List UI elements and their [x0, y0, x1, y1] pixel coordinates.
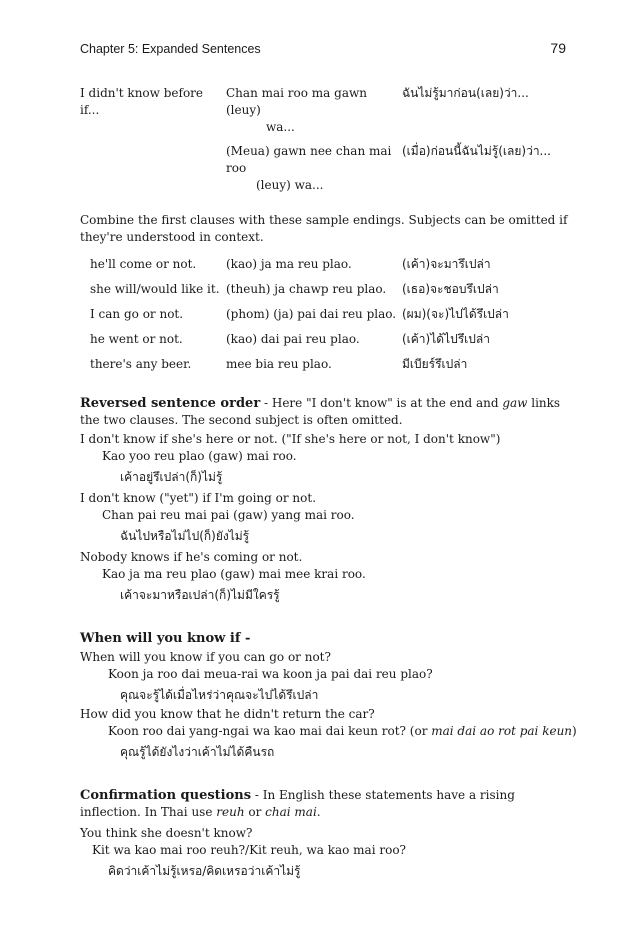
sample-english: I can go or not. [90, 307, 184, 321]
confirm-paragraph: Confirmation questions - In English these statements have a rising inflection. In Thai use reuh or chai mai. [80, 788, 515, 819]
combine-paragraph: Combine the first clauses with these sample endings. Subjects can be omitted if they're understood in context. [80, 213, 568, 244]
intro-thai-1: ฉันไม่รู้มาก่อน(เลย)ว่า... [402, 86, 529, 100]
sample-translit: mee bia reu plao. [226, 357, 332, 371]
sample-translit: (kao) ja ma reu plao. [226, 257, 352, 271]
confirm-example-en: You think she doesn't know? [80, 826, 253, 840]
sample-thai: มีเบียร์รึเปล่า [402, 357, 468, 371]
when-example-thai: คุณรู้ได้ยังไงว่าเค้าไม่ได้คืนรถ [120, 745, 275, 759]
confirm-heading: Confirmation questions [80, 788, 252, 803]
sample-row [80, 256, 568, 273]
sample-english: there's any beer. [90, 357, 192, 371]
when-example-en: When will you know if you can go or not? [80, 650, 331, 664]
sample-english: he went or not. [90, 332, 183, 346]
confirm-example-translit: Kit wa kao mai roo reuh?/Kit reuh, wa kao mai roo? [92, 843, 406, 857]
chapter-title: Chapter 5: Expanded Sentences [80, 42, 261, 56]
reversed-heading: Reversed sentence order [80, 396, 261, 411]
samples-list [80, 256, 568, 373]
sample-thai: (เค้า)จะมารึเปล่า [402, 257, 491, 271]
sample-thai: (ผม)(จะ)ไปได้รึเปล่า [402, 307, 509, 321]
confirm-example-thai: คิดว่าเค้าไม่รู้เหรอ/คิดเหรอว่าเค้าไม่รู้ [108, 864, 301, 878]
reversed-example-thai: เค้าอยู่รึเปล่า(ก็)ไม่รู้ [120, 470, 223, 484]
reversed-example-en: I don't know ("yet") if I'm going or not. [80, 491, 317, 505]
sample-row [80, 281, 568, 298]
sample-row [80, 356, 568, 373]
reversed-example-thai: เค้าจะมาหรือเปล่า(ก็)ไม่มีใครรู้ [120, 588, 280, 602]
when-example-en: How did you know that he didn't return the car? [80, 707, 375, 721]
page-header [80, 40, 566, 56]
page-number: 79 [550, 40, 566, 56]
intro-translit-2b: (leuy) wa... [256, 178, 324, 192]
when-example-translit: Koon roo dai yang-ngai wa kao mai dai keun rot? (or mai dai ao rot pai keun) [108, 724, 577, 738]
sample-translit: (kao) dai pai reu plao. [226, 332, 360, 346]
intro-english: I didn't know before if... [80, 86, 204, 117]
sample-row [80, 331, 568, 348]
reversed-example-en: Nobody knows if he's coming or not. [80, 550, 303, 564]
reversed-example-translit: Kao ja ma reu plao (gaw) mai mee krai roo. [102, 567, 366, 581]
intro-row-1 [80, 85, 568, 119]
sample-english: he'll come or not. [90, 257, 197, 271]
when-heading: When will you know if - [80, 631, 251, 646]
intro-thai-2: (เมื่อ)ก่อนนี้ฉันไม่รู้(เลย)ว่า... [402, 144, 551, 158]
intro-row-2 [80, 143, 568, 177]
reversed-example-thai: ฉันไปหรือไม่ไป(ก็)ยังไม่รู้ [120, 529, 250, 543]
sample-row [80, 306, 568, 323]
reversed-paragraph: Reversed sentence order - Here "I don't know" is at the end and gaw links the two clauses. The second subject is often omitted. [80, 396, 561, 427]
sample-thai: (เค้า)ได้ไปรึเปล่า [402, 332, 490, 346]
reversed-example-translit: Chan pai reu mai pai (gaw) yang mai roo. [102, 508, 355, 522]
sample-translit: (phom) (ja) pai dai reu plao. [226, 307, 397, 321]
sample-thai: (เธอ)จะชอบรึเปล่า [402, 282, 499, 296]
intro-translit-1b: wa... [266, 120, 295, 134]
sample-english: she will/would like it. [90, 282, 220, 296]
reversed-example-translit: Kao yoo reu plao (gaw) mai roo. [102, 449, 297, 463]
intro-translit-1: Chan mai roo ma gawn (leuy) [226, 86, 367, 117]
when-example-thai: คุณจะรู้ได้เมื่อไหร่ว่าคุณจะไปได้รึเปล่า [120, 688, 319, 702]
intro-translit-2: (Meua) gawn nee chan mai roo [226, 144, 392, 175]
reversed-example-en: I don't know if she's here or not. ("If she's here or not, I don't know") [80, 432, 501, 446]
when-example-translit: Koon ja roo dai meua-rai wa koon ja pai dai reu plao? [108, 667, 433, 681]
sample-translit: (theuh) ja chawp reu plao. [226, 282, 387, 296]
page-body [80, 85, 577, 880]
